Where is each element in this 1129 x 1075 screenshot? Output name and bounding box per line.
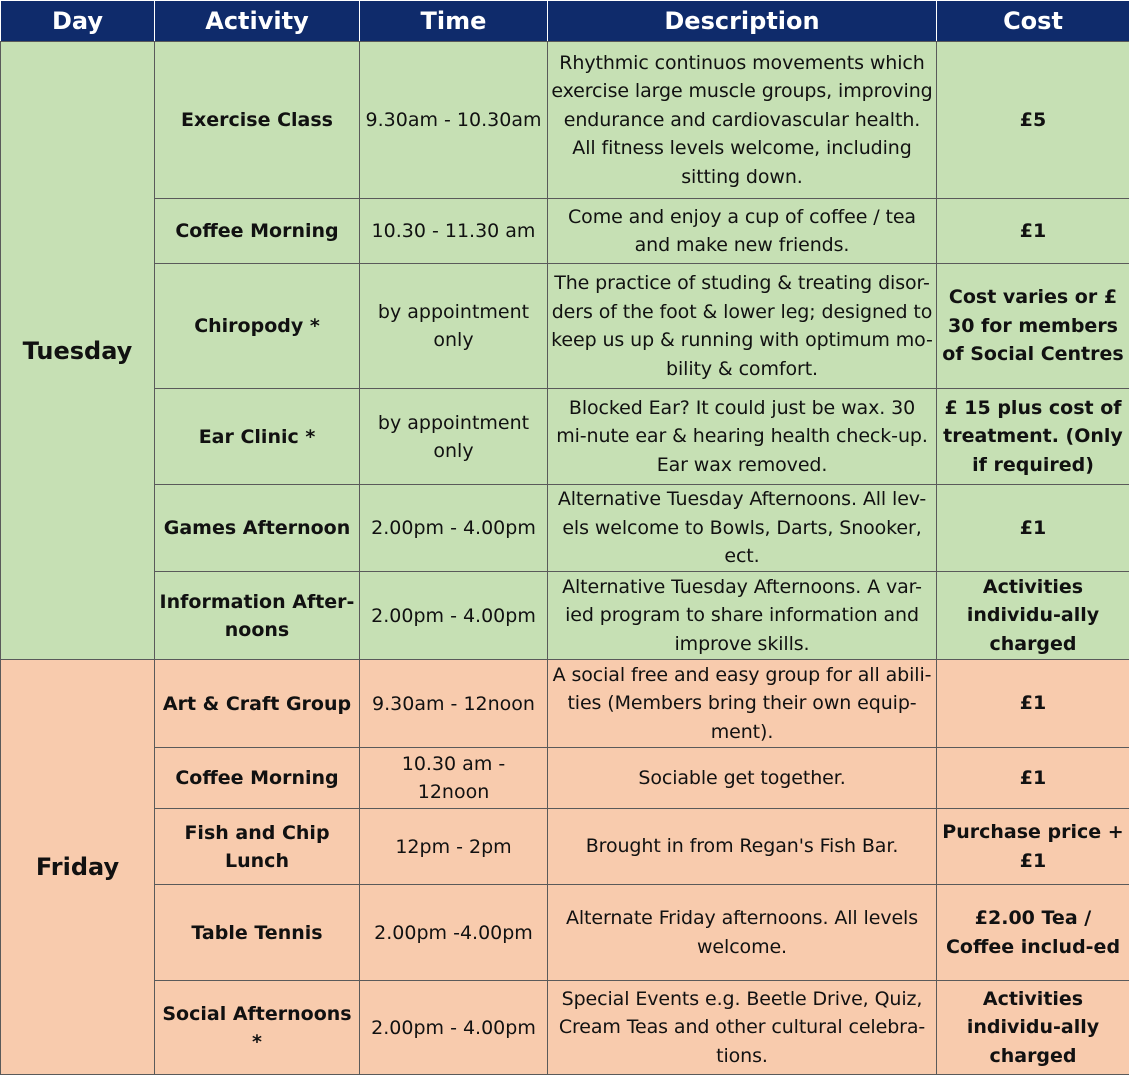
activity-time: 12pm - 2pm <box>360 809 548 885</box>
activity-time: 9.30am - 10.30am <box>360 42 548 199</box>
header-activity: Activity <box>155 1 360 42</box>
activity-time: 2.00pm - 4.00pm <box>360 572 548 660</box>
table-row <box>1 264 1129 389</box>
table-row <box>1 42 1129 199</box>
activity-name: Games Afternoon <box>155 485 360 572</box>
activity-description: Alternative Tuesday Afternoons. A var-ied program to share information and improve skills. <box>548 572 937 660</box>
activity-name: Fish and Chip Lunch <box>155 809 360 885</box>
activity-description: Rhythmic continuos movements which exercise large muscle groups, improving endurance and cardiovascular health. All fitness levels welcome, including sitting down. <box>548 42 937 199</box>
table-row <box>1 485 1129 572</box>
activity-name: Information After-noons <box>155 572 360 660</box>
activity-description: Alternate Friday afternoons. All levels welcome. <box>548 885 937 981</box>
table-row <box>1 981 1129 1075</box>
activity-time: 2.00pm -4.00pm <box>360 885 548 981</box>
activity-cost: Activities individu-ally charged <box>937 572 1129 660</box>
header-row <box>1 1 1129 42</box>
activity-name: Exercise Class <box>155 42 360 199</box>
activity-cost: £1 <box>937 485 1129 572</box>
activity-cost: £1 <box>937 660 1129 748</box>
activity-cost: Activities individu-ally charged <box>937 981 1129 1075</box>
activity-cost: £ 15 plus cost of treatment. (Only if required) <box>937 389 1129 485</box>
activity-cost: £1 <box>937 748 1129 809</box>
table-row <box>1 660 1129 748</box>
activity-description: Sociable get together. <box>548 748 937 809</box>
day-label-friday: Friday <box>1 660 155 1075</box>
activity-description: The practice of studing & treating disor-ders of the foot & lower leg; designed to keep us up & running with optimum mo-bility & comfort. <box>548 264 937 389</box>
table-row <box>1 389 1129 485</box>
header-description: Description <box>548 1 937 42</box>
activity-description: Blocked Ear? It could just be wax. 30 mi-nute ear & hearing health check-up. Ear wax removed. <box>548 389 937 485</box>
activity-name: Coffee Morning <box>155 199 360 264</box>
header-day: Day <box>1 1 155 42</box>
table-row <box>1 199 1129 264</box>
table-row <box>1 572 1129 660</box>
activity-name: Social Afternoons * <box>155 981 360 1075</box>
activity-description: Come and enjoy a cup of coffee / tea and make new friends. <box>548 199 937 264</box>
tuesday-group <box>1 42 1129 660</box>
header-time: Time <box>360 1 548 42</box>
activity-time: 10.30 am - 12noon <box>360 748 548 809</box>
activity-description: A social free and easy group for all abili-ties (Members bring their own equip-ment). <box>548 660 937 748</box>
activity-cost: £1 <box>937 199 1129 264</box>
activity-time: by appointment only <box>360 389 548 485</box>
table-row <box>1 748 1129 809</box>
activity-cost: Purchase price + £1 <box>937 809 1129 885</box>
activity-time: 2.00pm - 4.00pm <box>360 981 548 1075</box>
table-row <box>1 885 1129 981</box>
table-row <box>1 809 1129 885</box>
activity-name: Table Tennis <box>155 885 360 981</box>
activity-time: 9.30am - 12noon <box>360 660 548 748</box>
activity-time: 10.30 - 11.30 am <box>360 199 548 264</box>
friday-group <box>1 660 1129 1075</box>
activity-description: Brought in from Regan's Fish Bar. <box>548 809 937 885</box>
activity-cost: £5 <box>937 42 1129 199</box>
activity-description: Alternative Tuesday Afternoons. All lev-els welcome to Bowls, Darts, Snooker, ect. <box>548 485 937 572</box>
day-label-tuesday: Tuesday <box>1 42 155 660</box>
activity-time: by appointment only <box>360 264 548 389</box>
activity-cost: £2.00 Tea / Coffee includ-ed <box>937 885 1129 981</box>
header-cost: Cost <box>937 1 1129 42</box>
activity-name: Art & Craft Group <box>155 660 360 748</box>
activity-time: 2.00pm - 4.00pm <box>360 485 548 572</box>
activity-description: Special Events e.g. Beetle Drive, Quiz, Cream Teas and other cultural celebra-tions. <box>548 981 937 1075</box>
activity-name: Coffee Morning <box>155 748 360 809</box>
activity-cost: Cost varies or £ 30 for members of Social Centres <box>937 264 1129 389</box>
activity-name: Ear Clinic * <box>155 389 360 485</box>
activity-name: Chiropody * <box>155 264 360 389</box>
